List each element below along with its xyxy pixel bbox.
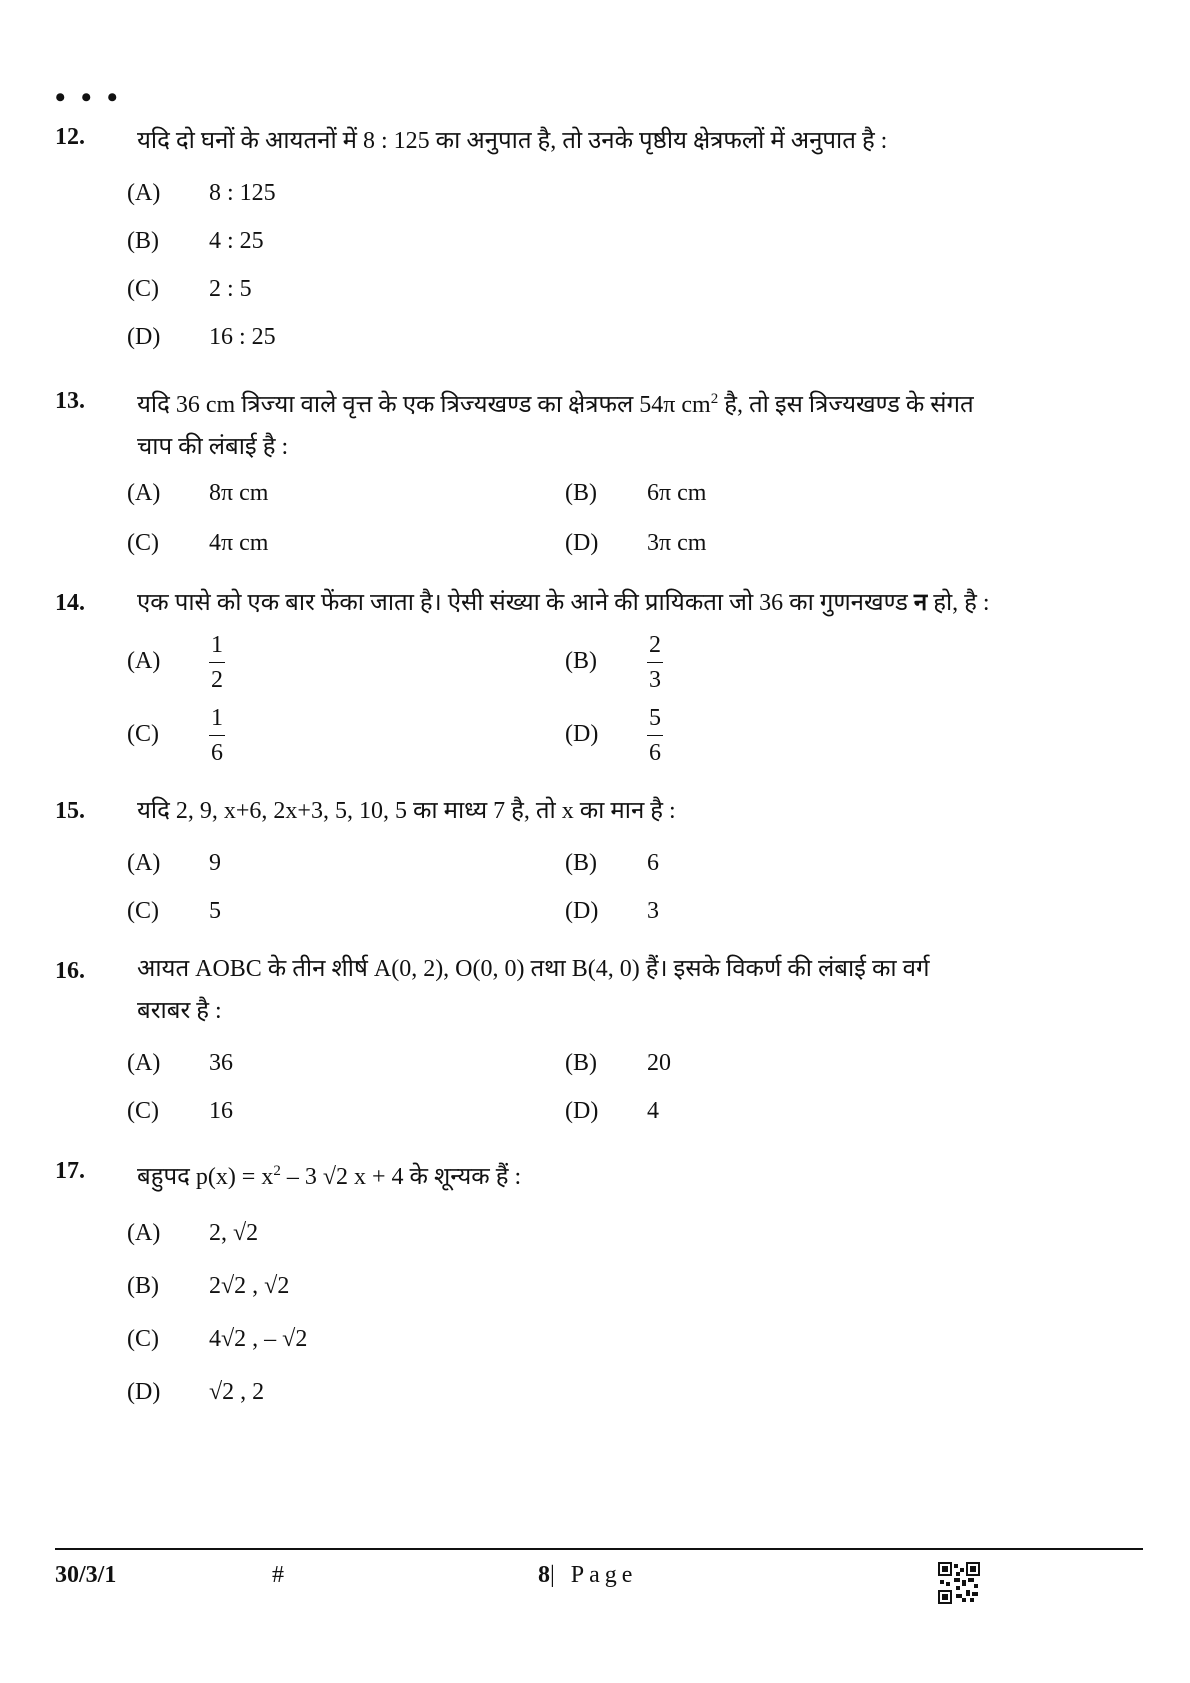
option-d: (D) 3: [565, 898, 659, 924]
question-12: [55, 120, 1135, 162]
question-text: यदि 2, 9, x+6, 2x+3, 5, 10, 5 का माध्य 7 है, तो x का मान है :: [137, 798, 676, 824]
fraction: $\frac{2}{3}$: [649, 632, 661, 693]
question-number: 14.: [55, 590, 85, 616]
question-number: 15.: [55, 798, 85, 824]
option-b: (B) 20: [565, 1050, 671, 1076]
option-d: (D) √2 , 2: [127, 1379, 265, 1405]
question-text: यदि दो घनों के आयतनों में 8 : 125 का अनुपात है, तो उनके पृष्ठीय क्षेत्रफलों में अनुपात है :: [137, 128, 888, 154]
option-c: (C) 4√2 , – √2: [127, 1326, 308, 1352]
option-b: (B) 2√2 , √2: [127, 1273, 290, 1299]
option-a: (A) 8π cm: [127, 480, 269, 506]
paper-code: 30/3/1: [55, 1562, 117, 1588]
hash-mark: #: [272, 1562, 284, 1588]
option-c: (C) 4π cm: [127, 530, 269, 556]
continuation-dots: • • •: [55, 81, 122, 114]
question-14: [55, 582, 1135, 624]
page-label: | Page: [550, 1562, 638, 1588]
question-15: [55, 790, 1135, 832]
question-number: 12.: [55, 124, 85, 150]
question-number: 13.: [55, 388, 85, 414]
question-text: बहुपद $p(x) = x^2 - 3$ √2 x + 4 के शून्यक हैं :: [137, 1163, 522, 1190]
option-b: (B) $\frac{2}{3}$: [565, 632, 661, 693]
option-b: (B) 4 : 25: [127, 228, 264, 254]
question-text: एक पासे को एक बार फेंका जाता है। ऐसी संख्या के आने की प्रायिकता जो 36 का गुणनखण्ड न हो, है :: [137, 590, 990, 616]
footer-divider: [55, 1548, 1143, 1550]
option-a: (A) 9: [127, 850, 221, 876]
option-b: (B) 6: [565, 850, 659, 876]
option-a: (A) 2, √2: [127, 1220, 259, 1246]
option-c: (C) $\frac{1}{6}$: [127, 705, 223, 766]
page-number: 8: [538, 1562, 550, 1588]
option-a: (A) 8 : 125: [127, 180, 276, 206]
question-text: आयत AOBC के तीन शीर्ष A(0, 2), O(0, 0) तथा B(4, 0) हैं। इसके विकर्ण की लंबाई का वर्ग बराबर है :: [137, 956, 930, 1024]
question-13: [55, 378, 1135, 468]
option-a: (A) $\frac{1}{2}$: [127, 632, 223, 693]
option-d: (D) 4: [565, 1098, 659, 1124]
qr-code-icon: [938, 1562, 980, 1604]
option-c: (C) 2 : 5: [127, 276, 252, 302]
option-d: (D) 16 : 25: [127, 324, 276, 350]
fraction: $\frac{1}{2}$: [211, 632, 223, 693]
question-17: [55, 1150, 1135, 1198]
question-16: [55, 948, 1135, 1032]
question-number: 16.: [55, 958, 85, 984]
option-d: (D) $\frac{5}{6}$: [565, 705, 661, 766]
fraction: $\frac{1}{6}$: [211, 705, 223, 766]
fraction: $\frac{5}{6}$: [649, 705, 661, 766]
option-b: (B) 6π cm: [565, 480, 707, 506]
page-indicator: [538, 1562, 637, 1589]
question-number: 17.: [55, 1158, 85, 1184]
question-text: यदि 36 cm त्रिज्या वाले वृत्त के एक त्रिज्यखण्ड का क्षेत्रफल 54π $cm^2$ है, तो इस त्रिज्यखण्ड के संगत चाप की लंबाई है :: [137, 391, 974, 460]
option-c: (C) 16: [127, 1098, 233, 1124]
option-d: (D) 3π cm: [565, 530, 707, 556]
option-a: (A) 36: [127, 1050, 233, 1076]
option-c: (C) 5: [127, 898, 221, 924]
